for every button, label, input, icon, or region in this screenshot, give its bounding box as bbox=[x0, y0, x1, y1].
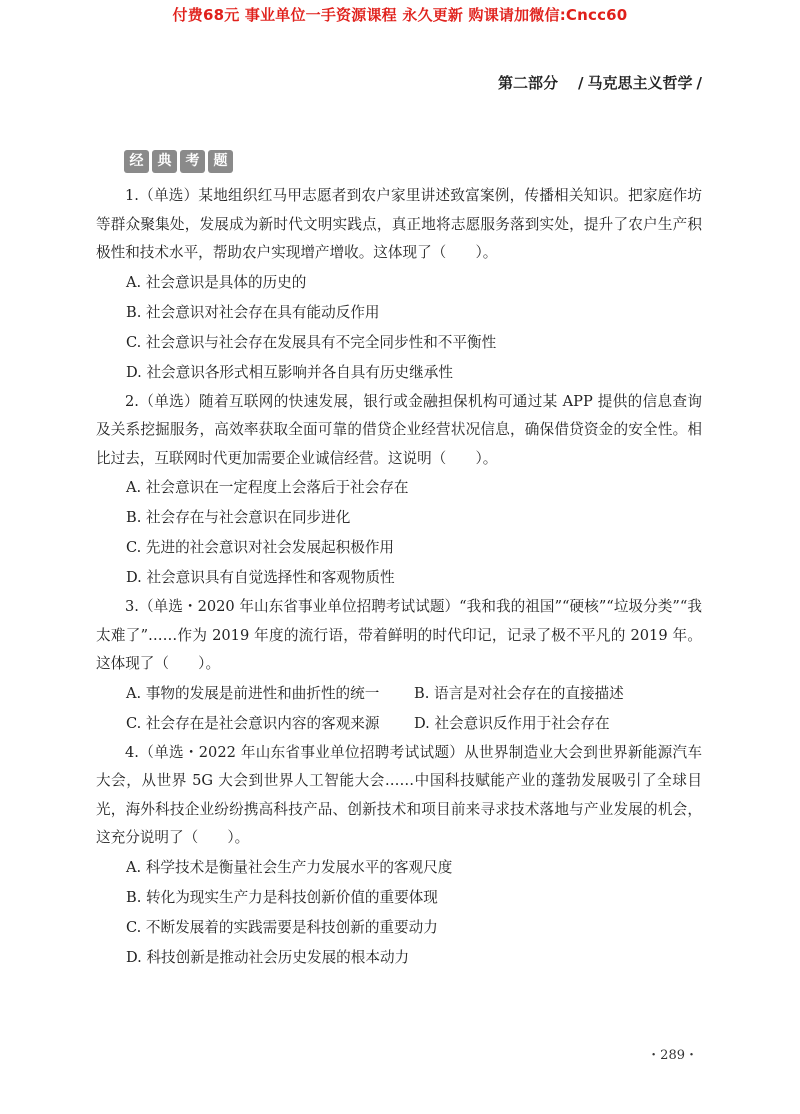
question-2 bbox=[96, 388, 702, 594]
option-a: A. 事物的发展是前进性和曲折性的统一 bbox=[126, 684, 380, 702]
question-stem: 3.（单选・2020 年山东省事业单位招聘考试试题）“我和我的祖国”“硬核”“垃圾分类”“我太难了”……作为 2019 年度的流行语，带着鲜明的时代印记，记录了极不平凡的 2019 年。这体现了（ ）。 bbox=[96, 598, 702, 672]
header-chapter: 马克思主义哲学 bbox=[587, 74, 693, 92]
running-header bbox=[498, 72, 706, 93]
option-d: D. 社会意识具有自觉选择性和客观物质性 bbox=[126, 569, 395, 586]
option-b: B. 转化为现实生产力是科技创新价值的重要体现 bbox=[126, 888, 438, 906]
option-d: D. 社会意识反作用于社会存在 bbox=[414, 714, 610, 732]
option-b: B. 社会意识对社会存在具有能动反作用 bbox=[126, 303, 380, 321]
option-a: A. 社会意识在一定程度上会落后于社会存在 bbox=[126, 479, 409, 496]
watermark-banner: 付费68元 事业单位一手资源课程 永久更新 购课请加微信:Cncc60 bbox=[172, 6, 628, 24]
section-title-char: 经 bbox=[124, 150, 149, 173]
header-separator: / bbox=[578, 74, 584, 92]
option-b: B. 语言是对社会存在的直接描述 bbox=[414, 684, 624, 702]
section-title-char: 典 bbox=[152, 150, 177, 173]
option-c: C. 不断发展着的实践需要是科技创新的重要动力 bbox=[126, 918, 438, 936]
option-c: C. 社会意识与社会存在发展具有不完全同步性和不平衡性 bbox=[126, 333, 497, 351]
question-1 bbox=[96, 182, 702, 388]
option-c: C. 社会存在是社会意识内容的客观来源 bbox=[126, 714, 380, 732]
option-a: A. 科学技术是衡量社会生产力发展水平的客观尺度 bbox=[126, 858, 453, 876]
section-title-badge bbox=[124, 150, 233, 173]
question-stem: 1.（单选）某地组织红马甲志愿者到农户家里讲述致富案例，传播相关知识。把家庭作坊等群众聚集处，发展成为新时代文明实践点，真正地将志愿服务落到实处，提升了农户生产积极性和技术水平，帮助农户实现增产增收。这体现了（ ）。 bbox=[96, 187, 702, 261]
section-title-char: 题 bbox=[208, 150, 233, 173]
option-d: D. 社会意识各形式相互影响并各自具有历史继承性 bbox=[126, 363, 453, 381]
option-c: C. 先进的社会意识对社会发展起积极作用 bbox=[126, 539, 395, 556]
header-separator-end: / bbox=[696, 74, 702, 92]
option-row bbox=[96, 679, 702, 709]
section-title-char: 考 bbox=[180, 150, 205, 173]
header-part: 第二部分 bbox=[498, 74, 559, 92]
option-d: D. 科技创新是推动社会历史发展的根本动力 bbox=[126, 948, 410, 966]
option-row bbox=[96, 709, 702, 739]
question-stem: 2.（单选）随着互联网的快速发展，银行或金融担保机构可通过某 APP 提供的信息查询及关系挖掘服务，高效率获取全面可靠的借贷企业经营状况信息，确保借贷资金的安全性。相比过去，互联网时代更加需要企业诚信经营。这说明（ ）。 bbox=[96, 392, 702, 467]
question-3 bbox=[96, 593, 702, 739]
question-stem: 4.（单选・2022 年山东省事业单位招聘考试试题）从世界制造业大会到世界新能源汽车大会，从世界 5G 大会到世界人工智能大会……中国科技赋能产业的蓬勃发展吸引了全球目光，海外科技企业纷纷携高科技产品、创新技术和项目前来寻求技术落地与产业发展的机会，这充分说明了（ ）。 bbox=[96, 743, 702, 846]
question-4 bbox=[96, 739, 702, 973]
option-a: A. 社会意识是具体的历史的 bbox=[126, 273, 307, 291]
question-list bbox=[96, 182, 702, 973]
page-number: ・289・ bbox=[647, 1048, 698, 1063]
option-b: B. 社会存在与社会意识在同步进化 bbox=[126, 509, 351, 526]
